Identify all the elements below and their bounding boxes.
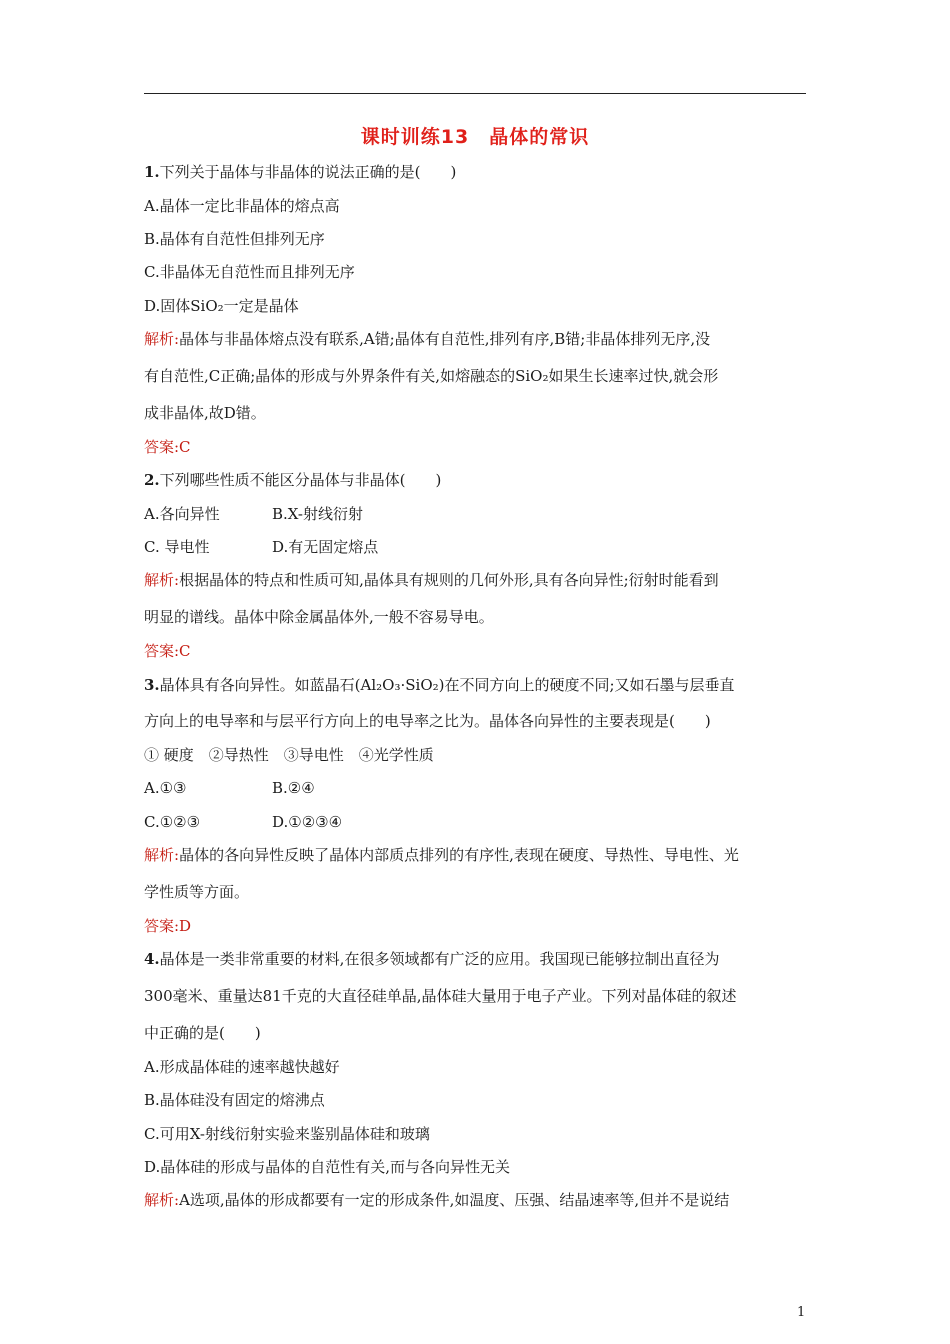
answer: 答案:C	[144, 642, 191, 660]
analysis-line: 成非晶体,故D错。	[144, 404, 266, 422]
options-row	[144, 504, 364, 524]
analysis-line: 明显的谱线。晶体中除金属晶体外,一般不容易导电。	[144, 608, 494, 626]
option-b: B.X-射线衍射	[272, 505, 364, 523]
option-d: D.有无固定熔点	[272, 538, 379, 556]
analysis-line: 有自范性,C正确;晶体的形成与外界条件有关,如熔融态的SiO₂如果生长速率过快,就会形	[144, 367, 719, 385]
question-1-stem: 1.下列关于晶体与非晶体的说法正确的是( )	[144, 163, 457, 181]
option-c: C. 导电性	[144, 538, 210, 556]
option-b: B.晶体硅没有固定的熔沸点	[144, 1091, 325, 1109]
option-b: B.②④	[272, 779, 315, 797]
analysis-line: 解析:晶体与非晶体熔点没有联系,A错;晶体有自范性,排列有序,B错;非晶体排列无序,没	[144, 330, 711, 348]
analysis-line: 解析:晶体的各向异性反映了晶体内部质点排列的有序性,表现在硬度、导热性、导电性、光	[144, 846, 739, 864]
answer: 答案:C	[144, 438, 191, 456]
option-d: D.①②③④	[272, 813, 343, 831]
page-number: 1	[797, 1305, 806, 1320]
analysis-line: 学性质等方面。	[144, 883, 250, 901]
analysis-line: 解析:A选项,晶体的形成都要有一定的形成条件,如温度、压强、结晶速率等,但并不是说结	[144, 1191, 730, 1209]
analysis-label: 解析:	[144, 571, 180, 589]
question-4-stem: 300毫米、重量达81千克的大直径硅单晶,晶体硅大量用于电子产业。下列对晶体硅的叙述	[144, 987, 737, 1005]
property-items: ① 硬度 ②导热性 ③导电性 ④光学性质	[144, 746, 434, 764]
question-number: 1.	[144, 163, 160, 181]
question-number: 3.	[144, 676, 160, 694]
option-d: D.固体SiO₂一定是晶体	[144, 297, 299, 315]
header-rule	[144, 93, 806, 94]
question-3-stem: 方向上的电导率和与层平行方向上的电导率之比为。晶体各向异性的主要表现是( )	[144, 712, 711, 730]
option-c: C.①②③	[144, 813, 201, 831]
page-title: 课时训练13 晶体的常识	[360, 126, 590, 148]
options-row	[144, 812, 343, 832]
question-number: 2.	[144, 471, 160, 489]
question-3-stem: 3.晶体具有各向异性。如蓝晶石(Al₂O₃·SiO₂)在不同方向上的硬度不同;又如石墨与层垂直	[144, 676, 735, 694]
options-row	[144, 778, 315, 798]
question-4-stem: 中正确的是( )	[144, 1024, 261, 1042]
option-a: A.各向异性	[144, 505, 220, 523]
options-row	[144, 537, 379, 557]
answer: 答案:D	[144, 917, 192, 935]
option-c: C.可用X-射线衍射实验来鉴别晶体硅和玻璃	[144, 1125, 430, 1143]
option-c: C.非晶体无自范性而且排列无序	[144, 263, 355, 281]
question-number: 4.	[144, 950, 160, 968]
question-2-stem: 2.下列哪些性质不能区分晶体与非晶体( )	[144, 471, 442, 489]
option-b: B.晶体有自范性但排列无序	[144, 230, 325, 248]
option-d: D.晶体硅的形成与晶体的自范性有关,而与各向异性无关	[144, 1158, 511, 1176]
question-4-stem: 4.晶体是一类非常重要的材料,在很多领域都有广泛的应用。我国现已能够拉制出直径为	[144, 950, 720, 968]
analysis-label: 解析:	[144, 1191, 180, 1209]
analysis-label: 解析:	[144, 330, 180, 348]
analysis-line: 解析:根据晶体的特点和性质可知,晶体具有规则的几何外形,具有各向异性;衍射时能看到	[144, 571, 719, 589]
analysis-label: 解析:	[144, 846, 180, 864]
option-a: A.形成晶体硅的速率越快越好	[144, 1058, 340, 1076]
option-a: A.晶体一定比非晶体的熔点高	[144, 197, 340, 215]
option-a: A.①③	[144, 779, 187, 797]
